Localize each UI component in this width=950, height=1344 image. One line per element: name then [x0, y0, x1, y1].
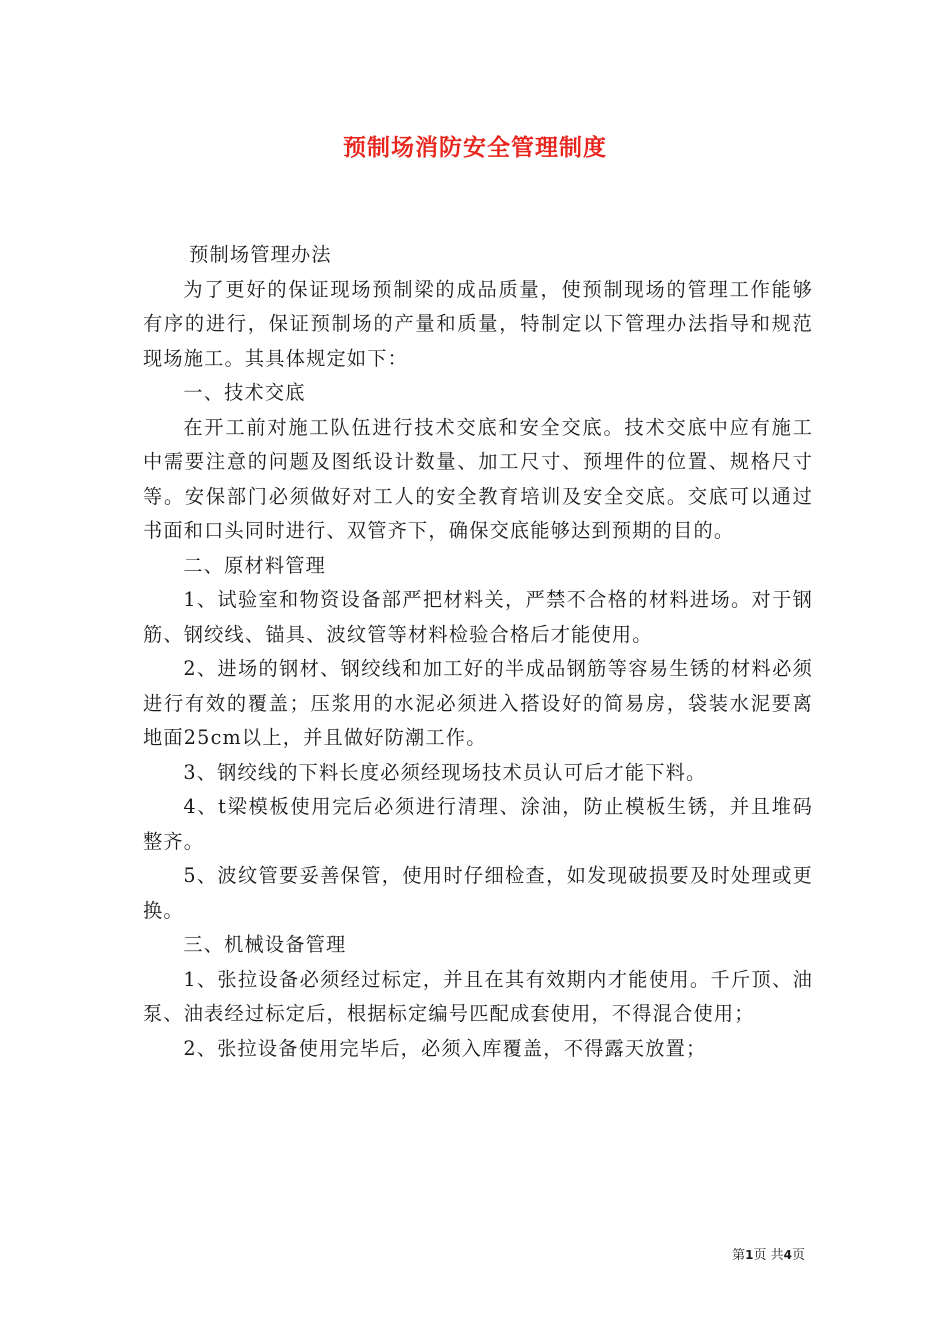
heading-section-3: 三、机械设备管理	[183, 933, 347, 956]
paragraph-item-3-2: 2、张拉设备使用完毕后，必须入库覆盖，不得露天放置；	[183, 1036, 707, 1060]
footer-page-number: 1	[745, 1248, 754, 1262]
paragraph-section-1: 在开工前对施工队伍进行技术交底和安全交底。技术交底中应有施工中需要注意的问题及图纸设计数量、加工尺寸、预埋件的位置、规格尺寸等。安保部门必须做好对工人的安全教育培训及安全交底。交底可以通过书面和口头同时进行、双管齐下，确保交底能够达到预期的目的。	[143, 415, 813, 542]
heading-section-2: 二、原材料管理	[183, 553, 327, 577]
page-footer	[732, 1246, 805, 1265]
footer-prefix: 第	[732, 1248, 746, 1263]
footer-middle: 页 共	[753, 1248, 784, 1263]
paragraph-item-2-3: 3、钢绞线的下料长度必须经现场技术员认可后才能下料。	[183, 760, 707, 784]
footer-total-pages: 4	[783, 1248, 792, 1262]
paragraph-item-2-1: 1、试验室和物资设备部严把材料关，严禁不合格的材料进场。对于钢筋、钢绞线、锚具、波纹管等材料检验合格后才能使用。	[143, 588, 813, 646]
document-body	[143, 238, 813, 1066]
paragraph-subtitle: 预制场管理办法	[189, 243, 332, 266]
paragraph-item-2-5: 5、波纹管要妥善保管，使用时仔细检查，如发现破损要及时处理或更换。	[143, 864, 813, 922]
document-title: 预制场消防安全管理制度	[343, 134, 607, 161]
paragraph-item-2-4: 4、t梁模板使用完后必须进行清理、涂油，防止模板生锈，并且堆码整齐。	[143, 795, 813, 853]
heading-section-1: 一、技术交底	[183, 381, 306, 404]
paragraph-intro: 为了更好的保证现场预制梁的成品质量，使预制现场的管理工作能够有序的进行，保证预制场的产量和质量，特制定以下管理办法指导和规范现场施工。其具体规定如下：	[143, 277, 813, 370]
footer-suffix: 页	[791, 1248, 805, 1263]
paragraph-item-3-1: 1、张拉设备必须经过标定，并且在其有效期内才能使用。千斤顶、油泵、油表经过标定后，根据标定编号匹配成套使用，不得混合使用；	[143, 967, 813, 1025]
paragraph-item-2-2: 2、进场的钢材、钢绞线和加工好的半成品钢筋等容易生锈的材料必须进行有效的覆盖；压浆用的水泥必须进入搭设好的简易房，袋装水泥要离地面25cm以上，并且做好防潮工作。	[143, 657, 813, 749]
